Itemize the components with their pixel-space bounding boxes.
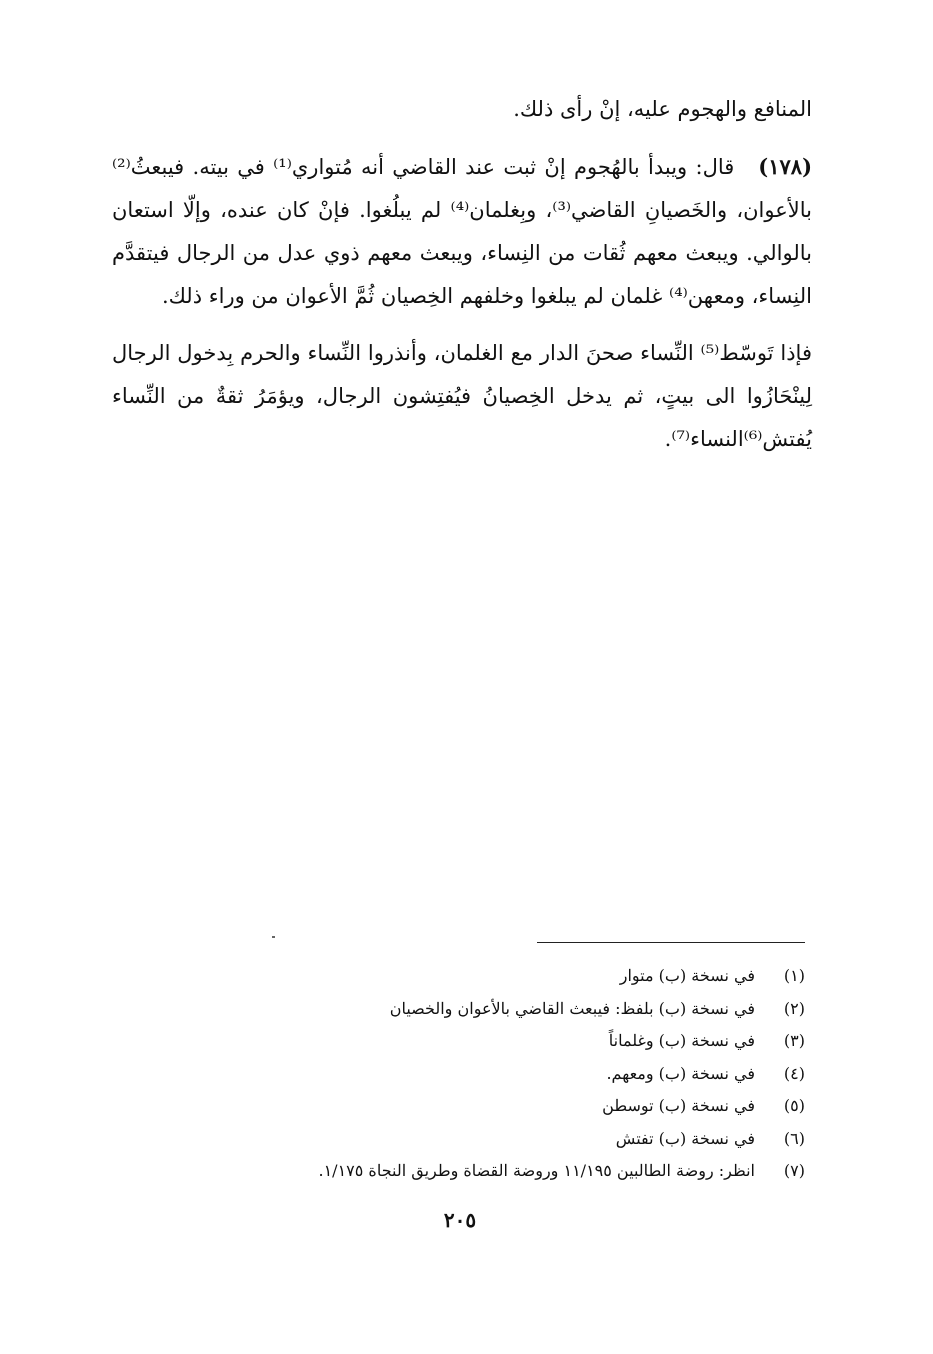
footnote-number: (٥) [783, 1096, 805, 1115]
page-number: ٢٠٥ [443, 1208, 477, 1232]
footnote-item [180, 960, 805, 993]
footnote-number: (١) [783, 966, 805, 985]
footnote-text: انظر: روضة الطالبين ١١/١٩٥ وروضة القضاة وطريق النجاة ١/١٧٥. [318, 1161, 755, 1180]
paragraph-last [112, 332, 812, 461]
footnote-divider [537, 942, 805, 943]
footnote-text: في نسخة (ب) توسطن [602, 1096, 755, 1115]
paragraph-178 [112, 145, 812, 318]
footnote-text: في نسخة (ب) تفتش [615, 1128, 755, 1148]
footnote-item [180, 993, 805, 1026]
footnote-number: (٢) [783, 998, 805, 1018]
paragraph-178-text: قال: ويبدأ بالهُجوم إنْ ثبت عند القاضي أنه مُتواري⁽¹⁾ في بيته. فيبعثُ⁽²⁾ بالأعوان، والخَصيانِ القاضي⁽³⁾، وبِغلمان⁽⁴⁾ لم يبلُغوا. فإنْ كان عنده، وإلّا استعان بالوالي. ويبعث معهم ثُقات من النِساء، ويبعث معهم ذوي عدل من الرجال فيتقدَّم النِساء، ومعهن⁽⁴⁾ غلمان لم يبلغوا وخلفهم الخِصيان ثُمَّ الأعوان من وراء ذلك. [112, 155, 812, 308]
footnote-item [180, 1058, 805, 1091]
footnotes [180, 960, 805, 1188]
footnote-item [180, 1155, 805, 1188]
footnote-number: (٧) [783, 1161, 805, 1180]
continuation-text: المنافع والهجوم عليه، إنْ رأى ذلك. [513, 97, 812, 121]
footnote-number: (٣) [783, 1031, 805, 1050]
footnote-item [180, 1090, 805, 1123]
footnote-item [180, 1123, 805, 1156]
footnote-text: في نسخة (ب) وغلماناً [608, 1031, 755, 1050]
footnote-text: في نسخة (ب) بلفظ: فيبعث القاضي بالأعوان والخصيان [389, 998, 755, 1018]
main-text [112, 88, 812, 461]
paragraph-last-text: فإذا تَوسّط⁽⁵⁾ النِّساء صحنَ الدار مع الغلمان، وأنذروا النِّساء والحرم بِدخول الرجال لِينْحَازُوا الى بيتٍ، ثم يدخل الخِصيانُ فيُفتِشون الرجال، ويؤمَرُ ثقةٌ من النِّساء يُفتش⁽⁶⁾النساء⁽⁷⁾. [112, 341, 812, 451]
paragraph-number: (١٧٨) [758, 154, 812, 179]
stray-mark [272, 936, 275, 938]
footnote-number: (٤) [783, 1063, 805, 1083]
footnote-number: (٦) [783, 1128, 805, 1148]
footnote-text: في نسخة (ب) متوار [619, 966, 755, 985]
paragraph-continuation [112, 88, 812, 131]
footnote-item [180, 1025, 805, 1058]
footnote-text: في نسخة (ب) ومعهم. [606, 1063, 755, 1083]
